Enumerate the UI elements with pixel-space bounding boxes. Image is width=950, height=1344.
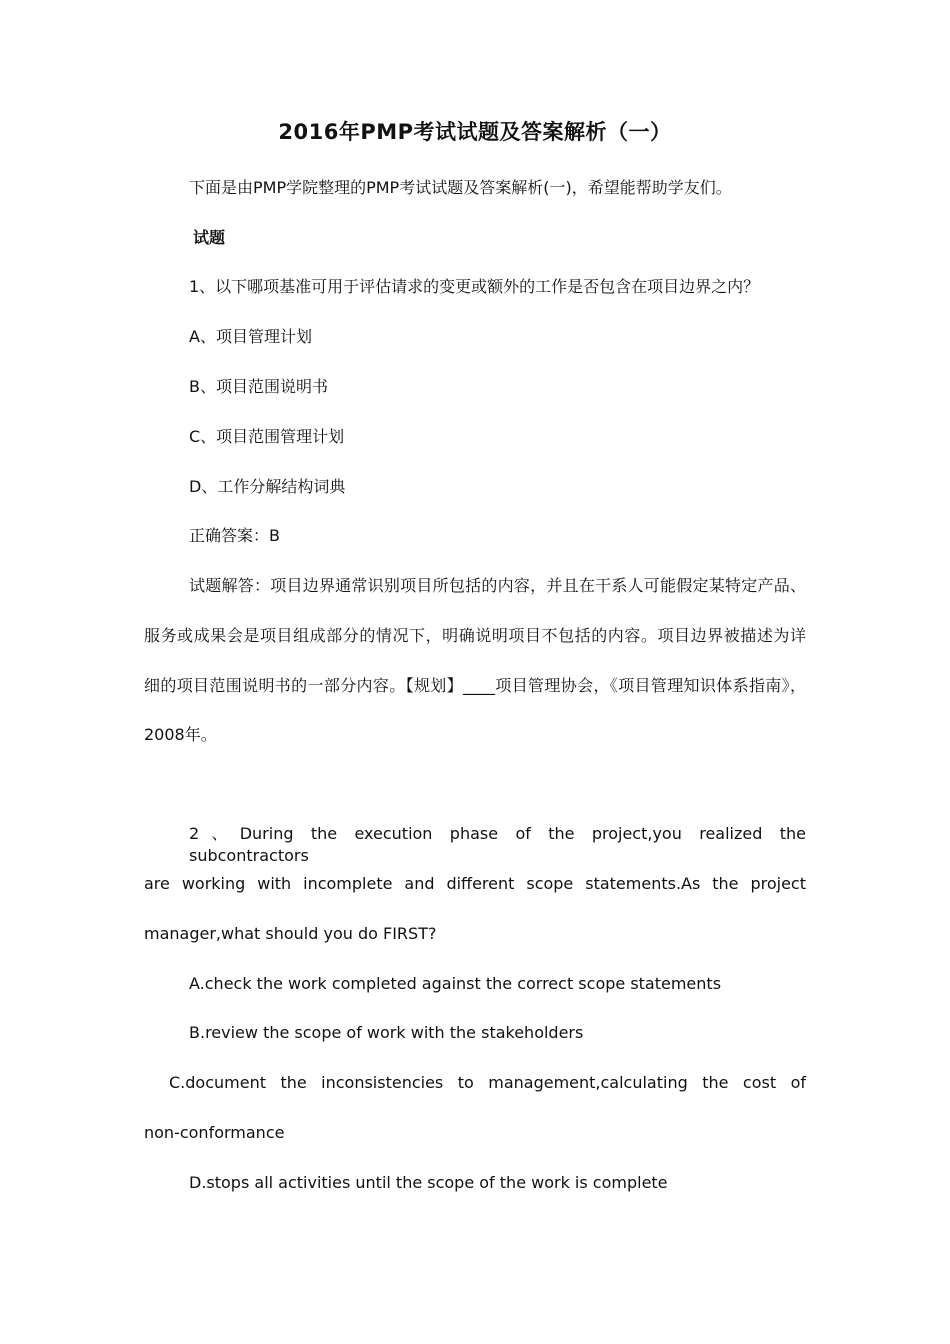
q2-option-c: C.document the inconsistencies to management,calculating the cost of (169, 1073, 806, 1092)
q2-option-b: B.review the scope of work with the stakeholders (189, 1023, 584, 1042)
q2-option-a: A.check the work completed against the correct scope statements (189, 974, 722, 993)
q2-option-d: D.stops all activities until the scope of the work is complete (189, 1173, 668, 1192)
q1-option-d: D、工作分解结构词典 (189, 477, 346, 496)
q1-explanation-line: 细的项目范围说明书的一部分内容。【规划】____项目管理协会，《项目管理知识体系指南》， (144, 676, 806, 695)
q2-question-line: 2、During the execution phase of the project,you realized the subcontractors (189, 824, 806, 865)
q1-option-b: B、项目范围说明书 (189, 377, 328, 396)
q1-explanation-line: 试题解答：项目边界通常识别项目所包括的内容，并且在干系人可能假定某特定产品、 (189, 576, 806, 595)
q2-option-c-continued: non-conformance (144, 1123, 285, 1142)
intro-text: 下面是由PMP学院整理的PMP考试试题及答案解析(一)，希望能帮助学友们。 (189, 178, 732, 197)
section-heading: 试题 (193, 228, 226, 247)
q1-question: 1、以下哪项基准可用于评估请求的变更或额外的工作是否包含在项目边界之内？ (189, 277, 760, 296)
q1-option-a: A、项目管理计划 (189, 327, 312, 346)
q2-question-line: are working with incomplete and different scope statements.As the project (144, 874, 806, 893)
q1-answer: 正确答案：B (189, 526, 280, 545)
q2-question-line: manager,what should you do FIRST? (144, 924, 437, 943)
page-title: 2016年PMP考试试题及答案解析（一） (278, 120, 672, 144)
q1-explanation-line: 2008年。 (144, 725, 217, 744)
q1-explanation-line: 服务或成果会是项目组成部分的情况下，明确说明项目不包括的内容。项目边界被描述为详 (144, 626, 806, 645)
q1-option-c: C、项目范围管理计划 (189, 427, 345, 446)
